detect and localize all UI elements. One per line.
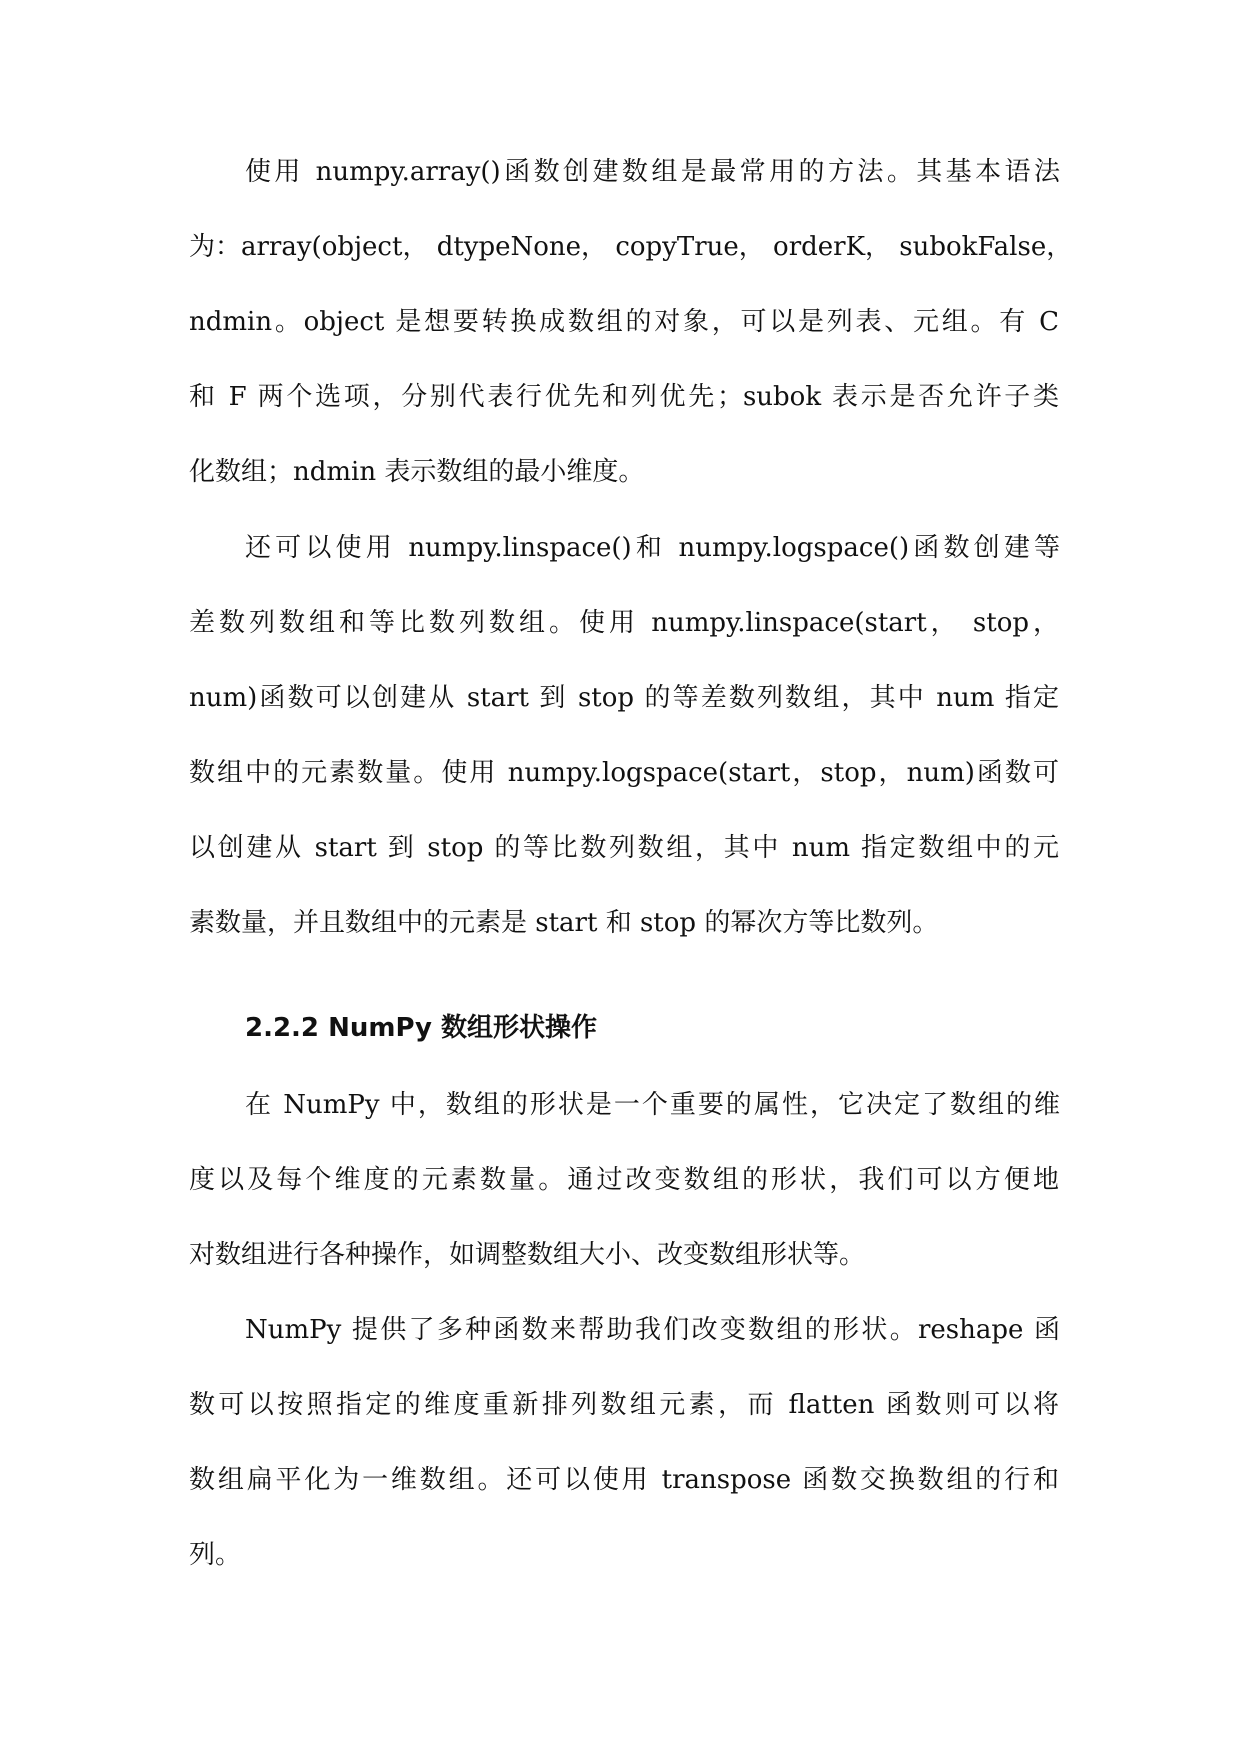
paragraph-2-line-4: 数组中的元素数量。使用 numpy.logspace(start，stop，num)函数可 bbox=[189, 758, 1059, 788]
paragraph-2-line-5: 以创建从 start 到 stop 的等比数列数组，其中 num 指定数组中的元 bbox=[189, 833, 1059, 863]
paragraph-2-line-2: 差数列数组和等比数列数组。使用 numpy.linspace(start， stop， bbox=[189, 608, 1059, 638]
paragraph-4-line-1: NumPy 提供了多种函数来帮助我们改变数组的形状。reshape 函 bbox=[245, 1315, 1060, 1345]
section-heading: 2.2.2 NumPy 数组形状操作 bbox=[245, 1013, 597, 1043]
paragraph-2-line-1: 还可以使用 numpy.linspace()和 numpy.logspace()函数创建等 bbox=[245, 533, 1060, 563]
paragraph-3-line-1: 在 NumPy 中，数组的形状是一个重要的属性，它决定了数组的维 bbox=[245, 1090, 1060, 1120]
paragraph-2-line-3: num)函数可以创建从 start 到 stop 的等差数列数组，其中 num 指定 bbox=[189, 683, 1059, 713]
paragraph-1-line-2: 为：array(object， dtypeNone， copyTrue， orderK， subokFalse， bbox=[189, 232, 1073, 262]
paragraph-3-line-2: 度以及每个维度的元素数量。通过改变数组的形状，我们可以方便地 bbox=[189, 1165, 1059, 1195]
paragraph-1-line-4: 和 F 两个选项，分别代表行优先和列优先；subok 表示是否允许子类 bbox=[189, 382, 1059, 412]
paragraph-3-line-3: 对数组进行各种操作，如调整数组大小、改变数组形状等。 bbox=[189, 1240, 866, 1270]
paragraph-1-line-1: 使用 numpy.array()函数创建数组是最常用的方法。其基本语法 bbox=[245, 157, 1060, 187]
paragraph-4-line-4: 列。 bbox=[189, 1540, 242, 1570]
paragraph-4-line-3: 数组扁平化为一维数组。还可以使用 transpose 函数交换数组的行和 bbox=[189, 1465, 1059, 1495]
paragraph-1-line-3: ndmin。object 是想要转换成数组的对象，可以是列表、元组。有 C bbox=[189, 307, 1059, 337]
paragraph-4-line-2: 数可以按照指定的维度重新排列数组元素，而 flatten 函数则可以将 bbox=[189, 1390, 1059, 1420]
paragraph-1-line-5: 化数组；ndmin 表示数组的最小维度。 bbox=[189, 457, 645, 487]
paragraph-2-line-6: 素数量，并且数组中的元素是 start 和 stop 的幂次方等比数列。 bbox=[189, 908, 939, 938]
